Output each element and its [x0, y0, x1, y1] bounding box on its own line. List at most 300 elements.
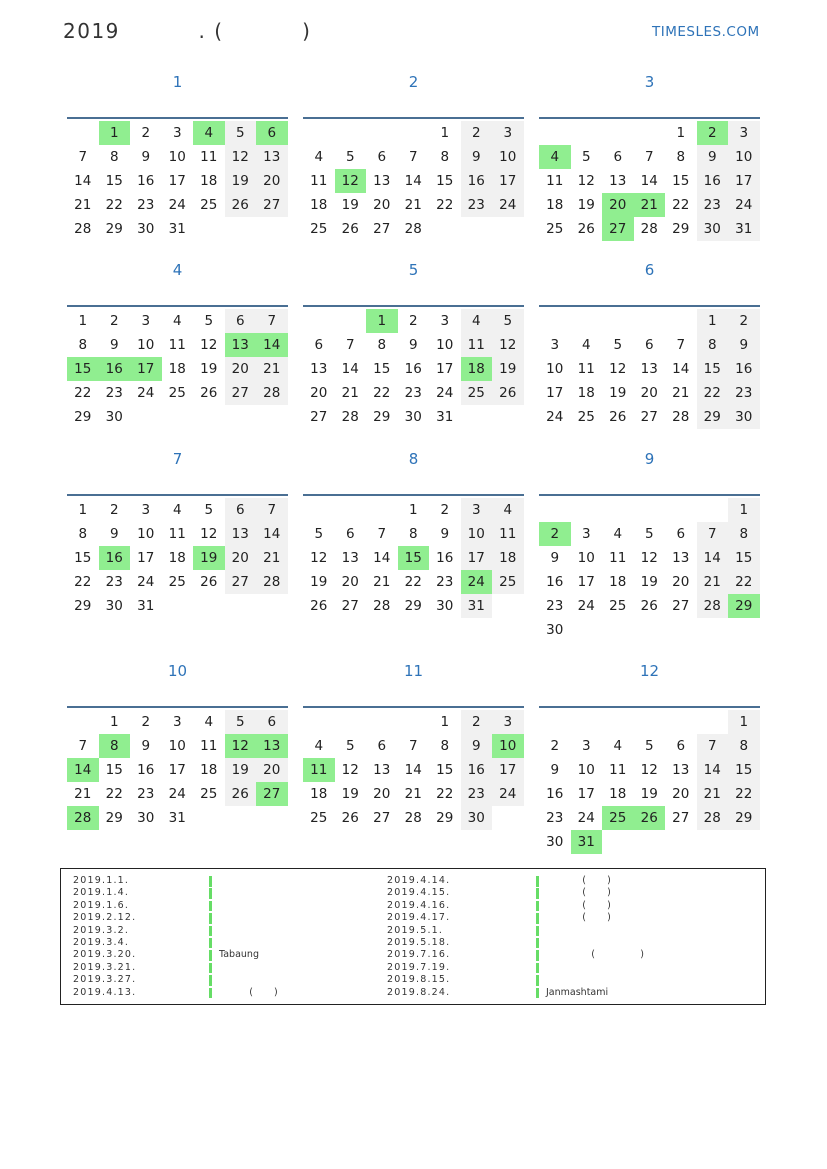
day-cell: 7	[78, 149, 88, 165]
holiday-marker	[209, 913, 212, 924]
month-title: 3	[644, 73, 655, 91]
day-cell: 26	[200, 385, 218, 401]
day-cell: 30	[105, 598, 123, 614]
day-cell: 19	[225, 758, 257, 782]
holiday-day-cell: 28	[67, 806, 99, 830]
day-cell: 15	[105, 762, 123, 778]
holiday-name: ( )	[546, 949, 645, 961]
day-cell: 19	[640, 574, 658, 590]
day-cell: 5	[644, 738, 654, 754]
holiday-date: 2019.2.12.	[73, 912, 137, 924]
holiday-day-cell: 16	[99, 357, 131, 381]
day-cell: 12	[640, 550, 658, 566]
month-12	[539, 661, 760, 850]
holiday-marker	[536, 926, 539, 937]
day-cell: 5	[345, 149, 355, 165]
day-cell: 29	[672, 221, 690, 237]
holiday-day-cell: 13	[256, 734, 288, 758]
day-cell: 12	[609, 361, 627, 377]
day-cell: 10	[137, 337, 155, 353]
month-3	[539, 72, 760, 237]
day-cell: 20	[256, 758, 288, 782]
day-cell: 11	[492, 522, 524, 546]
holiday-day-cell: 4	[539, 145, 571, 169]
day-cell: 4	[314, 738, 324, 754]
day-cell: 24	[577, 810, 595, 826]
day-cell: 6	[676, 526, 686, 542]
day-cell: 1	[109, 714, 119, 730]
day-cell: 12	[200, 526, 218, 542]
day-cell: 7	[78, 738, 88, 754]
day-cell: 1	[697, 309, 729, 333]
day-cell: 3	[461, 498, 493, 522]
holiday-name: ( )	[219, 986, 278, 998]
day-cell: 17	[546, 385, 564, 401]
day-cell: 3	[550, 337, 560, 353]
day-cell: 30	[546, 834, 564, 850]
day-cell: 3	[440, 313, 450, 329]
day-cell: 17	[577, 786, 595, 802]
day-cell: 10	[168, 738, 186, 754]
day-cell: 6	[314, 337, 324, 353]
day-cell: 16	[461, 169, 493, 193]
day-cell: 1	[408, 502, 418, 518]
day-cell: 9	[109, 526, 119, 542]
day-cell: 8	[78, 526, 88, 542]
day-cell: 3	[581, 526, 591, 542]
day-cell: 15	[728, 546, 760, 570]
holiday-date: 2019.5.18.	[387, 936, 451, 948]
holiday-marker	[536, 950, 539, 961]
day-cell: 7	[697, 734, 729, 758]
holiday-day-cell: 1	[99, 121, 131, 145]
day-cell: 11	[461, 333, 493, 357]
day-cell: 22	[74, 574, 92, 590]
month-day-grid	[539, 305, 760, 430]
day-cell: 24	[728, 193, 760, 217]
day-cell: 21	[256, 546, 288, 570]
day-cell: 26	[341, 810, 359, 826]
month-6	[539, 260, 760, 425]
calendar-title: 2019 . ( )	[63, 19, 312, 43]
holiday-day-cell: 24	[461, 570, 493, 594]
day-cell: 26	[640, 598, 658, 614]
day-cell: 8	[109, 149, 119, 165]
day-cell: 22	[728, 782, 760, 806]
day-cell: 1	[78, 313, 88, 329]
day-cell: 9	[728, 333, 760, 357]
month-10	[67, 661, 288, 826]
holiday-date: 2019.7.16.	[387, 949, 451, 961]
holiday-day-cell: 6	[256, 121, 288, 145]
day-cell: 1	[440, 714, 450, 730]
day-cell: 8	[408, 526, 418, 542]
day-cell: 22	[105, 786, 123, 802]
holiday-day-cell: 20	[602, 193, 634, 217]
day-cell: 24	[577, 598, 595, 614]
day-cell: 24	[137, 385, 155, 401]
day-cell: 16	[728, 357, 760, 381]
day-cell: 14	[697, 758, 729, 782]
day-cell: 19	[200, 361, 218, 377]
month-4	[67, 260, 288, 425]
day-cell: 27	[310, 409, 328, 425]
day-cell: 23	[105, 385, 123, 401]
day-cell: 27	[225, 381, 257, 405]
day-cell: 17	[728, 169, 760, 193]
day-cell: 8	[78, 337, 88, 353]
day-cell: 24	[546, 409, 564, 425]
holiday-marker	[209, 888, 212, 899]
month-title: 8	[408, 450, 419, 468]
holiday-marker	[209, 938, 212, 949]
month-day-grid	[303, 117, 524, 242]
day-cell: 17	[137, 550, 155, 566]
day-cell: 8	[728, 734, 760, 758]
day-cell: 21	[74, 786, 92, 802]
day-cell: 9	[461, 734, 493, 758]
day-cell: 23	[728, 381, 760, 405]
day-cell: 8	[377, 337, 387, 353]
holiday-day-cell: 13	[225, 333, 257, 357]
day-cell: 5	[225, 121, 257, 145]
holiday-name: Janmashtami	[546, 986, 609, 998]
day-cell: 5	[613, 337, 623, 353]
holiday-date: 2019.3.21.	[73, 961, 137, 973]
day-cell: 29	[373, 409, 391, 425]
day-cell: 13	[310, 361, 328, 377]
day-cell: 27	[373, 221, 391, 237]
day-cell: 7	[256, 309, 288, 333]
month-day-grid	[539, 117, 760, 242]
holiday-day-cell: 2	[697, 121, 729, 145]
day-cell: 5	[644, 526, 654, 542]
holiday-day-cell: 12	[335, 169, 367, 193]
holiday-marker	[536, 963, 539, 974]
day-cell: 4	[581, 337, 591, 353]
day-cell: 26	[200, 574, 218, 590]
day-cell: 5	[581, 149, 591, 165]
day-cell: 28	[404, 810, 422, 826]
month-11	[303, 661, 524, 826]
day-cell: 20	[373, 786, 391, 802]
day-cell: 16	[436, 550, 454, 566]
holiday-day-cell: 31	[571, 830, 603, 854]
day-cell: 28	[256, 381, 288, 405]
day-cell: 20	[672, 786, 690, 802]
day-cell: 31	[168, 221, 186, 237]
day-cell: 22	[74, 385, 92, 401]
holiday-day-cell: 27	[602, 217, 634, 241]
month-title: 11	[403, 662, 424, 680]
day-cell: 18	[168, 550, 186, 566]
day-cell: 3	[492, 121, 524, 145]
day-cell: 16	[697, 169, 729, 193]
day-cell: 30	[728, 405, 760, 429]
day-cell: 9	[440, 526, 450, 542]
day-cell: 14	[697, 546, 729, 570]
day-cell: 24	[436, 385, 454, 401]
holiday-date: 2019.8.24.	[387, 986, 451, 998]
holiday-day-cell: 27	[256, 782, 288, 806]
day-cell: 21	[74, 197, 92, 213]
month-day-grid	[303, 706, 524, 831]
day-cell: 15	[373, 361, 391, 377]
day-cell: 30	[697, 217, 729, 241]
day-cell: 25	[168, 574, 186, 590]
day-cell: 4	[204, 714, 214, 730]
day-cell: 28	[74, 221, 92, 237]
day-cell: 19	[341, 786, 359, 802]
month-1	[67, 72, 288, 237]
day-cell: 10	[436, 337, 454, 353]
day-cell: 23	[436, 574, 454, 590]
month-title: 2	[408, 73, 419, 91]
holiday-day-cell: 18	[461, 357, 493, 381]
day-cell: 17	[492, 169, 524, 193]
holiday-marker	[536, 888, 539, 899]
day-cell: 13	[341, 550, 359, 566]
day-cell: 8	[440, 738, 450, 754]
day-cell: 29	[105, 221, 123, 237]
day-cell: 29	[404, 598, 422, 614]
day-cell: 21	[256, 357, 288, 381]
holiday-day-cell: 14	[256, 333, 288, 357]
day-cell: 15	[728, 758, 760, 782]
day-cell: 1	[676, 125, 686, 141]
holiday-date: 2019.1.1.	[73, 875, 130, 886]
holiday-date: 2019.5.1.	[387, 924, 444, 936]
holiday-date: 2019.8.15.	[387, 974, 451, 986]
holiday-day-cell: 15	[398, 546, 430, 570]
holiday-marker	[209, 975, 212, 986]
holiday-date: 2019.3.4.	[73, 936, 130, 948]
day-cell: 26	[310, 598, 328, 614]
day-cell: 20	[341, 574, 359, 590]
day-cell: 6	[225, 309, 257, 333]
day-cell: 14	[341, 361, 359, 377]
day-cell: 15	[672, 173, 690, 189]
day-cell: 28	[404, 221, 422, 237]
day-cell: 10	[728, 145, 760, 169]
day-cell: 27	[672, 598, 690, 614]
day-cell: 2	[109, 313, 119, 329]
day-cell: 15	[436, 173, 454, 189]
day-cell: 7	[377, 526, 387, 542]
holiday-name: ( )	[546, 912, 611, 924]
day-cell: 3	[172, 714, 182, 730]
month-day-grid	[67, 305, 288, 430]
day-cell: 31	[168, 810, 186, 826]
day-cell: 3	[581, 738, 591, 754]
day-cell: 13	[672, 550, 690, 566]
day-cell: 8	[728, 522, 760, 546]
day-cell: 9	[141, 738, 151, 754]
day-cell: 16	[404, 361, 422, 377]
day-cell: 22	[728, 570, 760, 594]
holiday-day-cell: 17	[130, 357, 162, 381]
holiday-list	[60, 868, 766, 1005]
day-cell: 13	[373, 762, 391, 778]
day-cell: 19	[492, 357, 524, 381]
day-cell: 25	[200, 197, 218, 213]
day-cell: 7	[644, 149, 654, 165]
holiday-marker	[536, 988, 539, 999]
day-cell: 3	[172, 125, 182, 141]
day-cell: 25	[168, 385, 186, 401]
day-cell: 22	[436, 197, 454, 213]
day-cell: 2	[550, 738, 560, 754]
day-cell: 19	[640, 786, 658, 802]
day-cell: 1	[728, 498, 760, 522]
day-cell: 25	[546, 221, 564, 237]
day-cell: 5	[225, 710, 257, 734]
day-cell: 4	[172, 313, 182, 329]
day-cell: 27	[225, 570, 257, 594]
day-cell: 1	[440, 125, 450, 141]
day-cell: 11	[168, 526, 186, 542]
day-cell: 16	[546, 574, 564, 590]
day-cell: 23	[697, 193, 729, 217]
holiday-name: ( )	[546, 899, 611, 911]
day-cell: 11	[200, 738, 218, 754]
day-cell: 11	[546, 173, 564, 189]
day-cell: 20	[225, 546, 257, 570]
day-cell: 14	[640, 173, 658, 189]
day-cell: 6	[225, 498, 257, 522]
day-cell: 16	[546, 786, 564, 802]
day-cell: 4	[613, 526, 623, 542]
day-cell: 6	[345, 526, 355, 542]
day-cell: 24	[137, 574, 155, 590]
day-cell: 12	[341, 762, 359, 778]
day-cell: 10	[492, 145, 524, 169]
day-cell: 12	[640, 762, 658, 778]
day-cell: 5	[492, 309, 524, 333]
holiday-day-cell: 15	[67, 357, 99, 381]
day-cell: 10	[168, 149, 186, 165]
day-cell: 23	[105, 574, 123, 590]
holiday-day-cell: 1	[366, 309, 398, 333]
holiday-marker	[536, 913, 539, 924]
day-cell: 24	[492, 782, 524, 806]
day-cell: 17	[168, 173, 186, 189]
day-cell: 12	[310, 550, 328, 566]
day-cell: 11	[609, 762, 627, 778]
day-cell: 21	[404, 786, 422, 802]
day-cell: 15	[697, 357, 729, 381]
day-cell: 30	[137, 221, 155, 237]
holiday-day-cell: 8	[99, 734, 131, 758]
day-cell: 14	[404, 762, 422, 778]
day-cell: 22	[105, 197, 123, 213]
day-cell: 25	[461, 381, 493, 405]
day-cell: 2	[408, 313, 418, 329]
day-cell: 8	[676, 149, 686, 165]
holiday-marker	[209, 988, 212, 999]
day-cell: 12	[492, 333, 524, 357]
day-cell: 16	[137, 173, 155, 189]
holiday-date: 2019.3.27.	[73, 974, 137, 986]
holiday-day-cell: 19	[193, 546, 225, 570]
day-cell: 9	[550, 550, 560, 566]
day-cell: 9	[408, 337, 418, 353]
month-title: 6	[644, 261, 655, 279]
day-cell: 10	[137, 526, 155, 542]
day-cell: 18	[609, 574, 627, 590]
day-cell: 31	[137, 598, 155, 614]
day-cell: 2	[461, 121, 493, 145]
holiday-day-cell: 4	[193, 121, 225, 145]
day-cell: 4	[492, 498, 524, 522]
day-cell: 29	[105, 810, 123, 826]
day-cell: 3	[728, 121, 760, 145]
month-title: 12	[639, 662, 660, 680]
day-cell: 29	[74, 409, 92, 425]
day-cell: 28	[341, 409, 359, 425]
day-cell: 28	[697, 594, 729, 618]
day-cell: 4	[314, 149, 324, 165]
day-cell: 23	[461, 193, 493, 217]
day-cell: 13	[225, 522, 257, 546]
day-cell: 6	[676, 738, 686, 754]
day-cell: 18	[168, 361, 186, 377]
day-cell: 26	[577, 221, 595, 237]
day-cell: 27	[341, 598, 359, 614]
site-brand-link[interactable]: TIMESLES.COM	[652, 24, 760, 40]
day-cell: 29	[697, 405, 729, 429]
day-cell: 8	[697, 333, 729, 357]
day-cell: 12	[577, 173, 595, 189]
holiday-day-cell: 25	[602, 806, 634, 830]
holiday-marker	[536, 876, 539, 887]
holiday-marker	[536, 975, 539, 986]
day-cell: 23	[137, 197, 155, 213]
holiday-day-cell: 10	[492, 734, 524, 758]
day-cell: 18	[546, 197, 564, 213]
holiday-date: 2019.4.13.	[73, 986, 137, 998]
day-cell: 24	[492, 193, 524, 217]
day-cell: 18	[310, 197, 328, 213]
day-cell: 13	[373, 173, 391, 189]
day-cell: 2	[141, 125, 151, 141]
month-title: 9	[644, 450, 655, 468]
day-cell: 19	[609, 385, 627, 401]
day-cell: 18	[492, 546, 524, 570]
day-cell: 27	[640, 409, 658, 425]
day-cell: 12	[200, 337, 218, 353]
holiday-marker	[536, 938, 539, 949]
day-cell: 16	[137, 762, 155, 778]
day-cell: 25	[577, 409, 595, 425]
month-day-grid	[67, 494, 288, 619]
day-cell: 6	[377, 149, 387, 165]
day-cell: 7	[345, 337, 355, 353]
day-cell: 8	[440, 149, 450, 165]
holiday-day-cell: 11	[303, 758, 335, 782]
day-cell: 14	[404, 173, 422, 189]
holiday-date: 2019.4.15.	[387, 887, 451, 899]
month-title: 7	[172, 450, 183, 468]
holiday-day-cell: 2	[539, 522, 571, 546]
holiday-marker	[209, 901, 212, 912]
holiday-marker	[536, 901, 539, 912]
day-cell: 15	[105, 173, 123, 189]
day-cell: 15	[436, 762, 454, 778]
holiday-marker	[209, 963, 212, 974]
month-2	[303, 72, 524, 237]
day-cell: 2	[461, 710, 493, 734]
